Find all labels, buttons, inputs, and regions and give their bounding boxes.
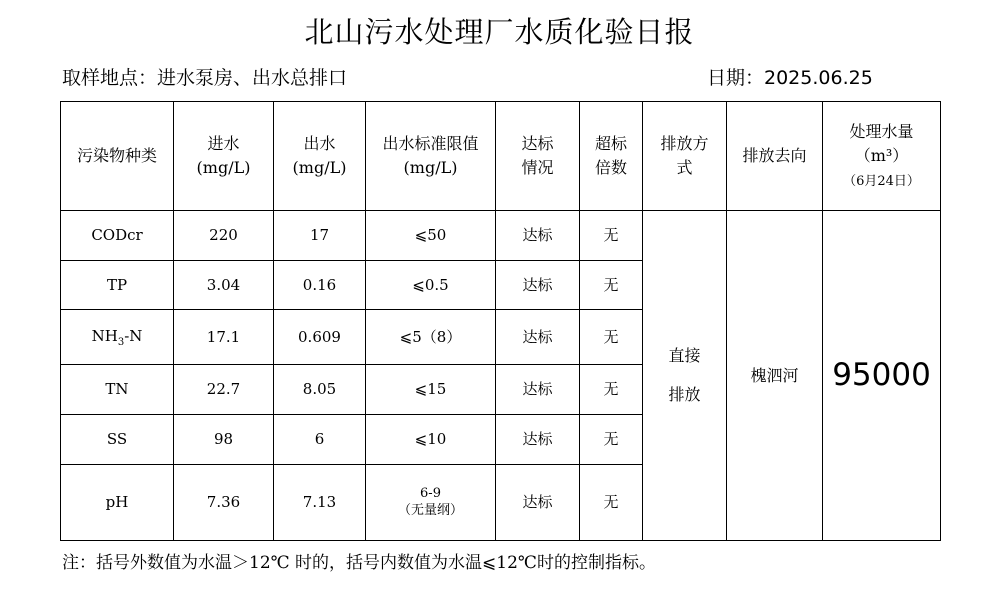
cell-outflow: 17: [274, 211, 366, 261]
cell-exceed: 无: [580, 211, 643, 261]
cell-pollutant: TN: [61, 365, 174, 415]
cell-compliance: 达标: [496, 260, 580, 310]
cell-limit: ⩽10: [366, 414, 496, 464]
header-inflow: 进水 (mg/L): [174, 102, 274, 211]
cell-pollutant: CODcr: [61, 211, 174, 261]
cell-exceed: 无: [580, 365, 643, 415]
discharge-method: 直接 排放: [643, 211, 727, 541]
report-date: 日期：2025.06.25: [707, 67, 873, 89]
cell-outflow: 0.609: [274, 310, 366, 365]
cell-inflow: 220: [174, 211, 274, 261]
water-quality-table: [60, 101, 941, 541]
cell-compliance: 达标: [496, 211, 580, 261]
header-outflow: 出水 (mg/L): [274, 102, 366, 211]
cell-compliance: 达标: [496, 365, 580, 415]
cell-outflow: 0.16: [274, 260, 366, 310]
cell-compliance: 达标: [496, 414, 580, 464]
header-pollutant: 污染物种类: [61, 102, 174, 211]
cell-pollutant: SS: [61, 414, 174, 464]
cell-pollutant: pH: [61, 464, 174, 540]
header-row: [61, 102, 941, 211]
cell-inflow: 17.1: [174, 310, 274, 365]
header-destination: 排放去向: [727, 102, 823, 211]
cell-exceed: 无: [580, 310, 643, 365]
cell-exceed: 无: [580, 464, 643, 540]
cell-exceed: 无: [580, 260, 643, 310]
cell-limit: ⩽5（8）: [366, 310, 496, 365]
cell-compliance: 达标: [496, 310, 580, 365]
cell-inflow: 22.7: [174, 365, 274, 415]
header-compliance: 达标 情况: [496, 102, 580, 211]
treated-volume: 95000: [823, 211, 941, 541]
header-method: 排放方 式: [643, 102, 727, 211]
cell-pollutant: TP: [61, 260, 174, 310]
cell-compliance: 达标: [496, 464, 580, 540]
cell-limit: 6-9 （无量纲）: [366, 464, 496, 540]
cell-inflow: 98: [174, 414, 274, 464]
footnote: 注：括号外数值为水温＞12℃ 时的，括号内数值为水温⩽12℃时的控制指标。: [62, 553, 656, 573]
cell-outflow: 8.05: [274, 365, 366, 415]
sampling-location: 取样地点：进水泵房、出水总排口: [62, 67, 348, 89]
cell-limit: ⩽0.5: [366, 260, 496, 310]
table-row: [61, 211, 941, 261]
cell-limit: ⩽15: [366, 365, 496, 415]
cell-pollutant: $NH_3-N$: [61, 310, 174, 365]
header-volume: 处理水量 （m³） （6月24日）: [823, 102, 941, 211]
cell-inflow: 3.04: [174, 260, 274, 310]
discharge-destination: 槐泗河: [727, 211, 823, 541]
cell-limit: ⩽50: [366, 211, 496, 261]
cell-outflow: 7.13: [274, 464, 366, 540]
cell-exceed: 无: [580, 414, 643, 464]
header-exceed: 超标 倍数: [580, 102, 643, 211]
header-limit: 出水标准限值 (mg/L): [366, 102, 496, 211]
report-title: 北山污水处理厂水质化验日报: [304, 15, 695, 49]
cell-inflow: 7.36: [174, 464, 274, 540]
cell-outflow: 6: [274, 414, 366, 464]
